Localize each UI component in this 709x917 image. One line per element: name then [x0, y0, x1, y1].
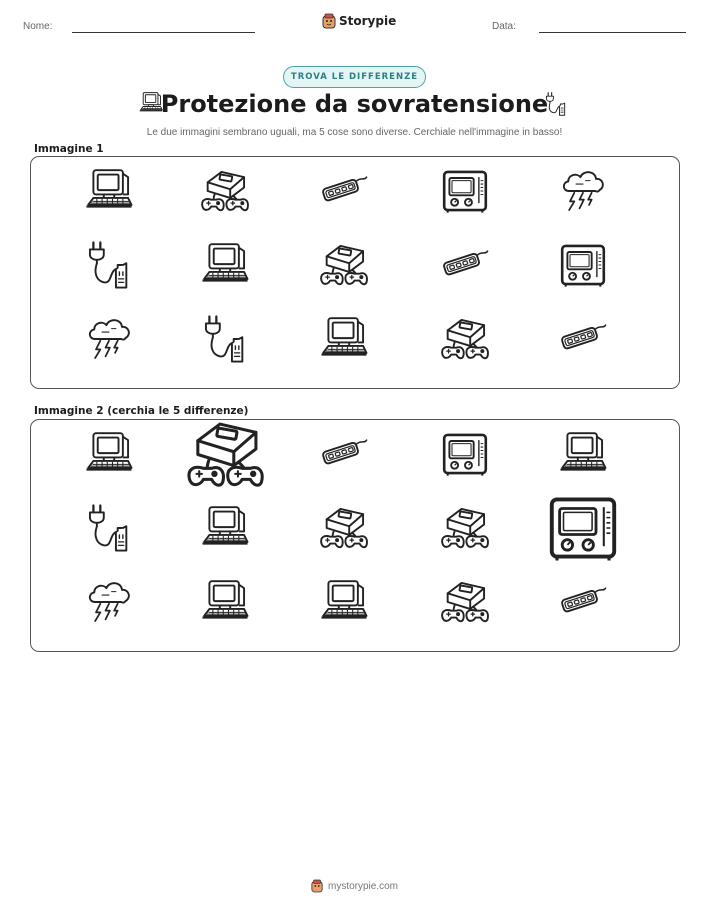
power-strip-icon	[318, 428, 370, 480]
image1-cell	[199, 313, 251, 365]
name-line	[72, 32, 255, 33]
game-console-icon	[199, 165, 251, 217]
image1-cell	[557, 165, 609, 217]
instructions: Le due immagini sembrano uguali, ma 5 cose sono diverse. Cerchiale nell'immagine in basso!	[146, 127, 563, 138]
plug-cable-icon	[83, 239, 135, 291]
storypie-mascot-icon	[322, 13, 336, 29]
plug-cable-icon	[83, 502, 135, 554]
image2-panel[interactable]	[30, 419, 680, 652]
footer-site: mystorypie.com	[327, 880, 398, 892]
image2-cell[interactable]	[184, 413, 267, 496]
image2-cell[interactable]	[557, 428, 609, 480]
microwave-icon	[544, 489, 622, 567]
computer-icon	[199, 239, 251, 291]
image1-cell	[318, 313, 370, 365]
image1-label: Immagine 1	[34, 143, 104, 155]
date-line	[539, 32, 686, 33]
image1-cell	[83, 165, 135, 217]
game-console-icon	[184, 413, 267, 496]
power-strip-icon	[318, 165, 370, 217]
image2-cell[interactable]	[83, 576, 135, 628]
image2-cell[interactable]	[83, 428, 135, 480]
microwave-icon	[439, 428, 491, 480]
image1-panel	[30, 156, 680, 389]
image2-cell[interactable]	[544, 489, 622, 567]
image2-cell[interactable]	[318, 576, 370, 628]
image2-cell[interactable]	[199, 576, 251, 628]
game-console-icon	[318, 239, 370, 291]
microwave-icon	[439, 165, 491, 217]
computer-icon	[199, 576, 251, 628]
computer-icon	[83, 428, 135, 480]
image2-cell[interactable]	[318, 428, 370, 480]
computer-icon	[83, 165, 135, 217]
image1-cell	[439, 313, 491, 365]
image1-cell	[557, 313, 609, 365]
power-strip-icon	[557, 313, 609, 365]
computer-icon	[318, 576, 370, 628]
image1-cell	[199, 239, 251, 291]
game-console-icon	[439, 576, 491, 628]
image2-cell[interactable]	[83, 502, 135, 554]
name-label: Nome:	[23, 21, 53, 32]
computer-icon	[199, 502, 251, 554]
storm-cloud-icon	[83, 576, 135, 628]
image1-cell	[557, 239, 609, 291]
image1-cell	[439, 239, 491, 291]
microwave-icon	[557, 239, 609, 291]
image1-cell	[199, 165, 251, 217]
image1-cell	[318, 239, 370, 291]
storypie-mascot-icon	[311, 879, 323, 893]
power-strip-icon	[557, 576, 609, 628]
image2-cell[interactable]	[557, 576, 609, 628]
image2-label: Immagine 2 (cerchia le 5 differenze)	[34, 405, 249, 417]
image2-cell[interactable]	[439, 576, 491, 628]
footer	[0, 879, 709, 893]
image1-cell	[439, 165, 491, 217]
game-console-icon	[318, 502, 370, 554]
brand-logo	[322, 13, 396, 29]
game-console-icon	[439, 502, 491, 554]
image2-cell[interactable]	[318, 502, 370, 554]
computer-icon	[557, 428, 609, 480]
plug-cable-icon	[543, 90, 569, 118]
image2-cell[interactable]	[439, 502, 491, 554]
plug-cable-icon	[199, 313, 251, 365]
game-console-icon	[439, 313, 491, 365]
date-label: Data:	[492, 21, 516, 32]
image1-cell	[318, 165, 370, 217]
page-title: Protezione da sovratensione	[160, 90, 549, 118]
storm-cloud-icon	[83, 313, 135, 365]
image1-cell	[83, 239, 135, 291]
storm-cloud-icon	[557, 165, 609, 217]
brand-name: Storypie	[339, 14, 397, 28]
image2-cell[interactable]	[199, 502, 251, 554]
computer-icon	[318, 313, 370, 365]
activity-badge: TROVA LE DIFFERENZE	[283, 66, 426, 88]
power-strip-icon	[439, 239, 491, 291]
image1-cell	[83, 313, 135, 365]
image2-cell[interactable]	[439, 428, 491, 480]
